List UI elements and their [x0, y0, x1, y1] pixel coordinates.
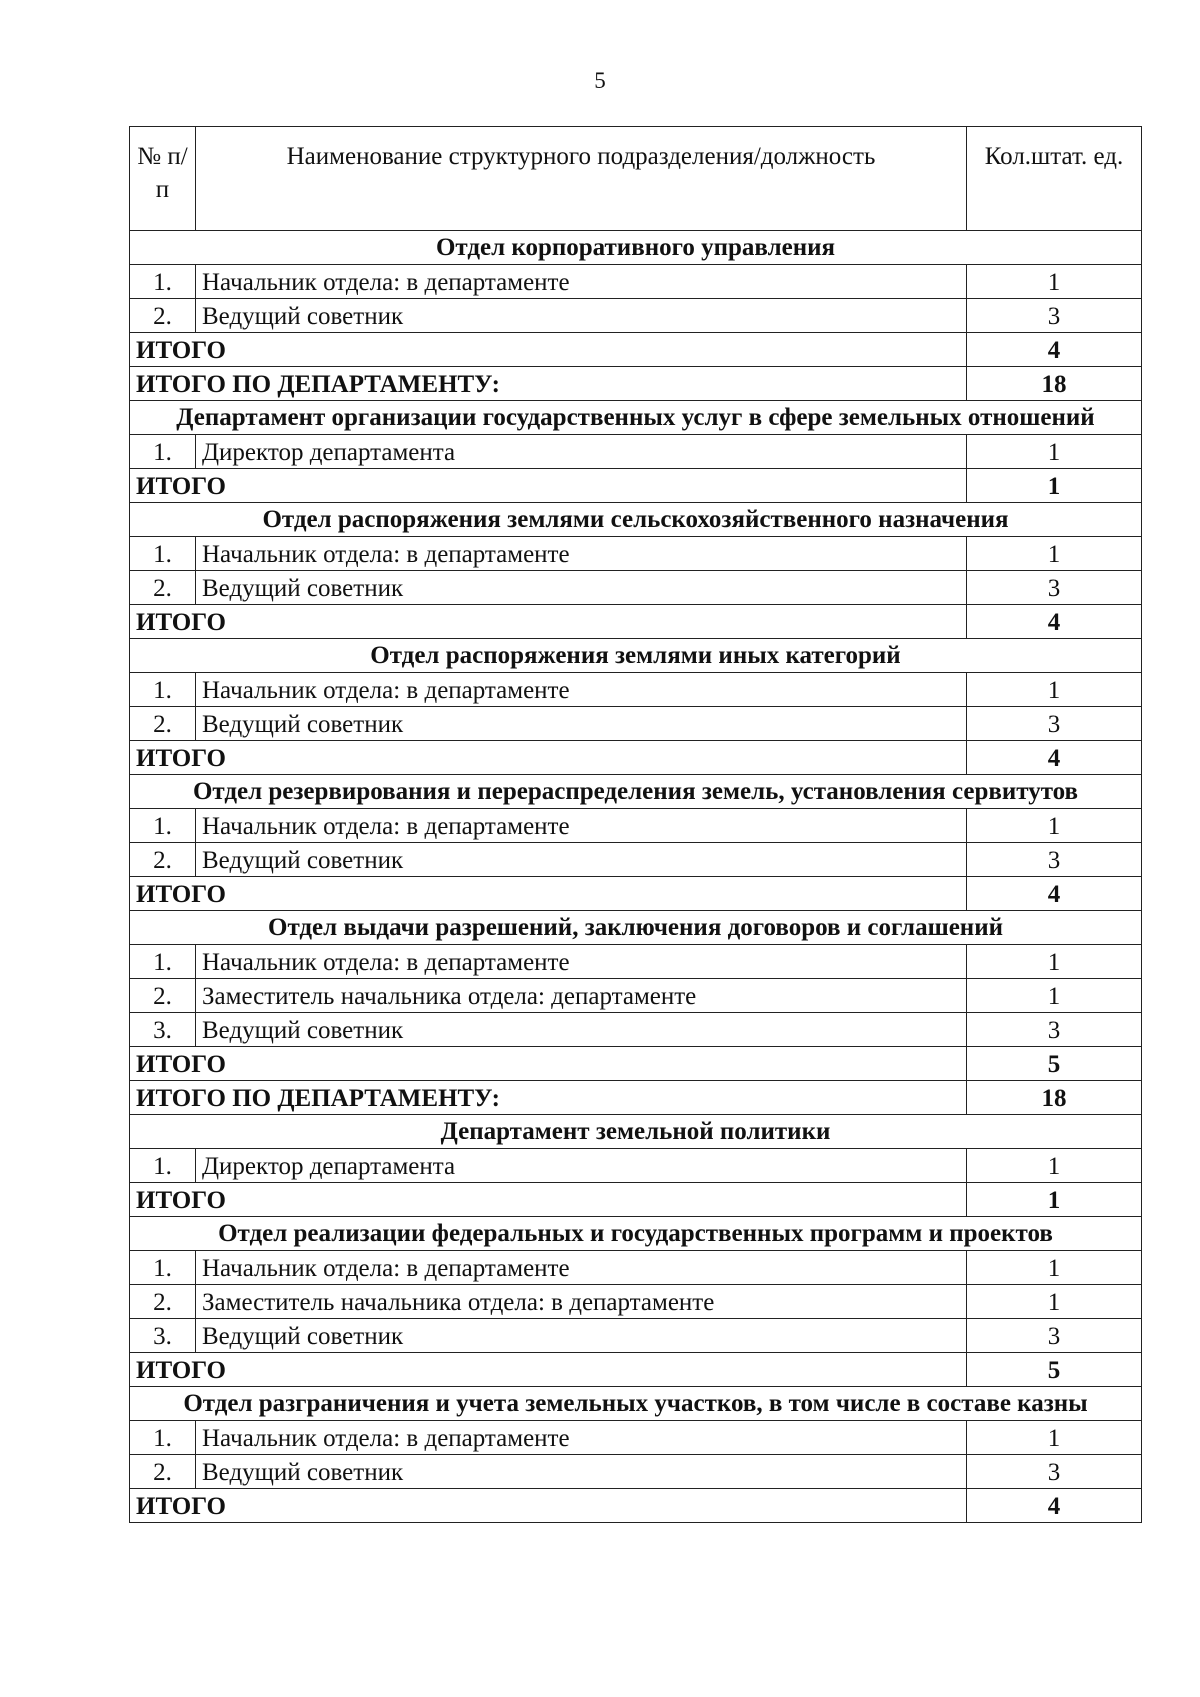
- position-title: Начальник отдела: в департаменте: [196, 265, 967, 299]
- staff-count: 3: [967, 843, 1142, 877]
- table-row: [130, 1149, 1142, 1183]
- staff-count: 1: [967, 1149, 1142, 1183]
- total-label: ИТОГО: [130, 333, 967, 367]
- position-title: Директор департамента: [196, 1149, 967, 1183]
- staff-count: 3: [967, 1013, 1142, 1047]
- total-row: [130, 1183, 1142, 1217]
- row-number: 2.: [130, 1285, 196, 1319]
- staff-count: 1: [967, 979, 1142, 1013]
- section-header-row: [130, 639, 1142, 673]
- table-row: [130, 843, 1142, 877]
- total-value: 18: [967, 367, 1142, 401]
- row-number: 2.: [130, 571, 196, 605]
- staff-count: 1: [967, 673, 1142, 707]
- table-row: [130, 1285, 1142, 1319]
- page-number: 5: [594, 68, 606, 93]
- staff-count: 1: [967, 537, 1142, 571]
- staff-count: 3: [967, 1455, 1142, 1489]
- row-number: 2.: [130, 1455, 196, 1489]
- staff-count: 1: [967, 1251, 1142, 1285]
- table-header-row: [130, 127, 1142, 231]
- position-title: Начальник отдела: в департаменте: [196, 809, 967, 843]
- total-value: 4: [967, 741, 1142, 775]
- section-title: Отдел резервирования и перераспределения земель, установления сервитутов: [130, 775, 1142, 809]
- row-number: 1.: [130, 537, 196, 571]
- table-row: [130, 945, 1142, 979]
- total-label: ИТОГО: [130, 1353, 967, 1387]
- total-label: ИТОГО: [130, 1047, 967, 1081]
- table-row: [130, 1421, 1142, 1455]
- table-row: [130, 809, 1142, 843]
- total-row: [130, 1353, 1142, 1387]
- table-row: [130, 537, 1142, 571]
- section-title: Отдел разграничения и учета земельных участков, в том числе в составе казны: [130, 1387, 1142, 1421]
- total-label: ИТОГО ПО ДЕПАРТАМЕНТУ:: [130, 367, 967, 401]
- section-header-row: [130, 1387, 1142, 1421]
- total-label: ИТОГО ПО ДЕПАРТАМЕНТУ:: [130, 1081, 967, 1115]
- staff-count: 1: [967, 1421, 1142, 1455]
- staff-count: 3: [967, 1319, 1142, 1353]
- row-number: 1.: [130, 265, 196, 299]
- table-row: [130, 673, 1142, 707]
- staff-count: 3: [967, 571, 1142, 605]
- row-number: 1.: [130, 1421, 196, 1455]
- staff-count: 1: [967, 435, 1142, 469]
- total-label: ИТОГО: [130, 1489, 967, 1523]
- table-row: [130, 979, 1142, 1013]
- section-title: Департамент организации государственных услуг в сфере земельных отношений: [130, 401, 1142, 435]
- section-header-row: [130, 1217, 1142, 1251]
- position-title: Ведущий советник: [196, 1455, 967, 1489]
- section-title: Отдел реализации федеральных и государственных программ и проектов: [130, 1217, 1142, 1251]
- total-label: ИТОГО: [130, 741, 967, 775]
- position-title: Заместитель начальника отдела: в департаменте: [196, 1285, 967, 1319]
- position-title: Ведущий советник: [196, 707, 967, 741]
- total-row: [130, 1081, 1142, 1115]
- staffing-table: [129, 126, 1142, 1523]
- section-title: Отдел корпоративного управления: [130, 231, 1142, 265]
- position-title: Директор департамента: [196, 435, 967, 469]
- total-value: 1: [967, 469, 1142, 503]
- position-title: Начальник отдела: в департаменте: [196, 537, 967, 571]
- table-row: [130, 265, 1142, 299]
- column-header-name: Наименование структурного подразделения/должность: [196, 127, 967, 231]
- table-row: [130, 571, 1142, 605]
- total-label: ИТОГО: [130, 1183, 967, 1217]
- total-row: [130, 469, 1142, 503]
- total-row: [130, 877, 1142, 911]
- position-title: Начальник отдела: в департаменте: [196, 673, 967, 707]
- row-number: 2.: [130, 979, 196, 1013]
- row-number: 2.: [130, 707, 196, 741]
- position-title: Начальник отдела: в департаменте: [196, 1421, 967, 1455]
- section-header-row: [130, 1115, 1142, 1149]
- row-number: 3.: [130, 1013, 196, 1047]
- section-title: Департамент земельной политики: [130, 1115, 1142, 1149]
- position-title: Начальник отдела: в департаменте: [196, 945, 967, 979]
- row-number: 2.: [130, 843, 196, 877]
- total-row: [130, 367, 1142, 401]
- total-label: ИТОГО: [130, 469, 967, 503]
- position-title: Ведущий советник: [196, 1013, 967, 1047]
- section-header-row: [130, 775, 1142, 809]
- total-value: 18: [967, 1081, 1142, 1115]
- total-row: [130, 333, 1142, 367]
- staff-count: 1: [967, 809, 1142, 843]
- staff-count: 1: [967, 265, 1142, 299]
- table-row: [130, 299, 1142, 333]
- staff-count: 3: [967, 707, 1142, 741]
- total-row: [130, 1489, 1142, 1523]
- row-number: 1.: [130, 673, 196, 707]
- section-header-row: [130, 503, 1142, 537]
- row-number: 1.: [130, 809, 196, 843]
- position-title: Начальник отдела: в департаменте: [196, 1251, 967, 1285]
- total-label: ИТОГО: [130, 605, 967, 639]
- position-title: Ведущий советник: [196, 571, 967, 605]
- total-value: 4: [967, 605, 1142, 639]
- total-value: 4: [967, 877, 1142, 911]
- row-number: 3.: [130, 1319, 196, 1353]
- section-title: Отдел распоряжения землями иных категорий: [130, 639, 1142, 673]
- total-value: 4: [967, 333, 1142, 367]
- position-title: Ведущий советник: [196, 843, 967, 877]
- section-header-row: [130, 231, 1142, 265]
- total-row: [130, 741, 1142, 775]
- table-row: [130, 1319, 1142, 1353]
- table-body: [130, 231, 1142, 1523]
- table-row: [130, 1013, 1142, 1047]
- total-label: ИТОГО: [130, 877, 967, 911]
- table-row: [130, 435, 1142, 469]
- total-value: 1: [967, 1183, 1142, 1217]
- row-number: 2.: [130, 299, 196, 333]
- table-row: [130, 1251, 1142, 1285]
- staff-count: 1: [967, 945, 1142, 979]
- section-header-row: [130, 911, 1142, 945]
- position-title: Ведущий советник: [196, 299, 967, 333]
- row-number: 1.: [130, 1251, 196, 1285]
- section-header-row: [130, 401, 1142, 435]
- table-row: [130, 707, 1142, 741]
- column-header-count: Кол.штат. ед.: [967, 127, 1142, 231]
- section-title: Отдел распоряжения землями сельскохозяйственного назначения: [130, 503, 1142, 537]
- row-number: 1.: [130, 1149, 196, 1183]
- total-value: 5: [967, 1353, 1142, 1387]
- row-number: 1.: [130, 945, 196, 979]
- row-number: 1.: [130, 435, 196, 469]
- total-value: 4: [967, 1489, 1142, 1523]
- position-title: Ведущий советник: [196, 1319, 967, 1353]
- staff-count: 1: [967, 1285, 1142, 1319]
- position-title: Заместитель начальника отдела: департаменте: [196, 979, 967, 1013]
- table-row: [130, 1455, 1142, 1489]
- section-title: Отдел выдачи разрешений, заключения договоров и соглашений: [130, 911, 1142, 945]
- total-value: 5: [967, 1047, 1142, 1081]
- total-row: [130, 605, 1142, 639]
- staff-count: 3: [967, 299, 1142, 333]
- column-header-num: № п/п: [130, 127, 196, 231]
- total-row: [130, 1047, 1142, 1081]
